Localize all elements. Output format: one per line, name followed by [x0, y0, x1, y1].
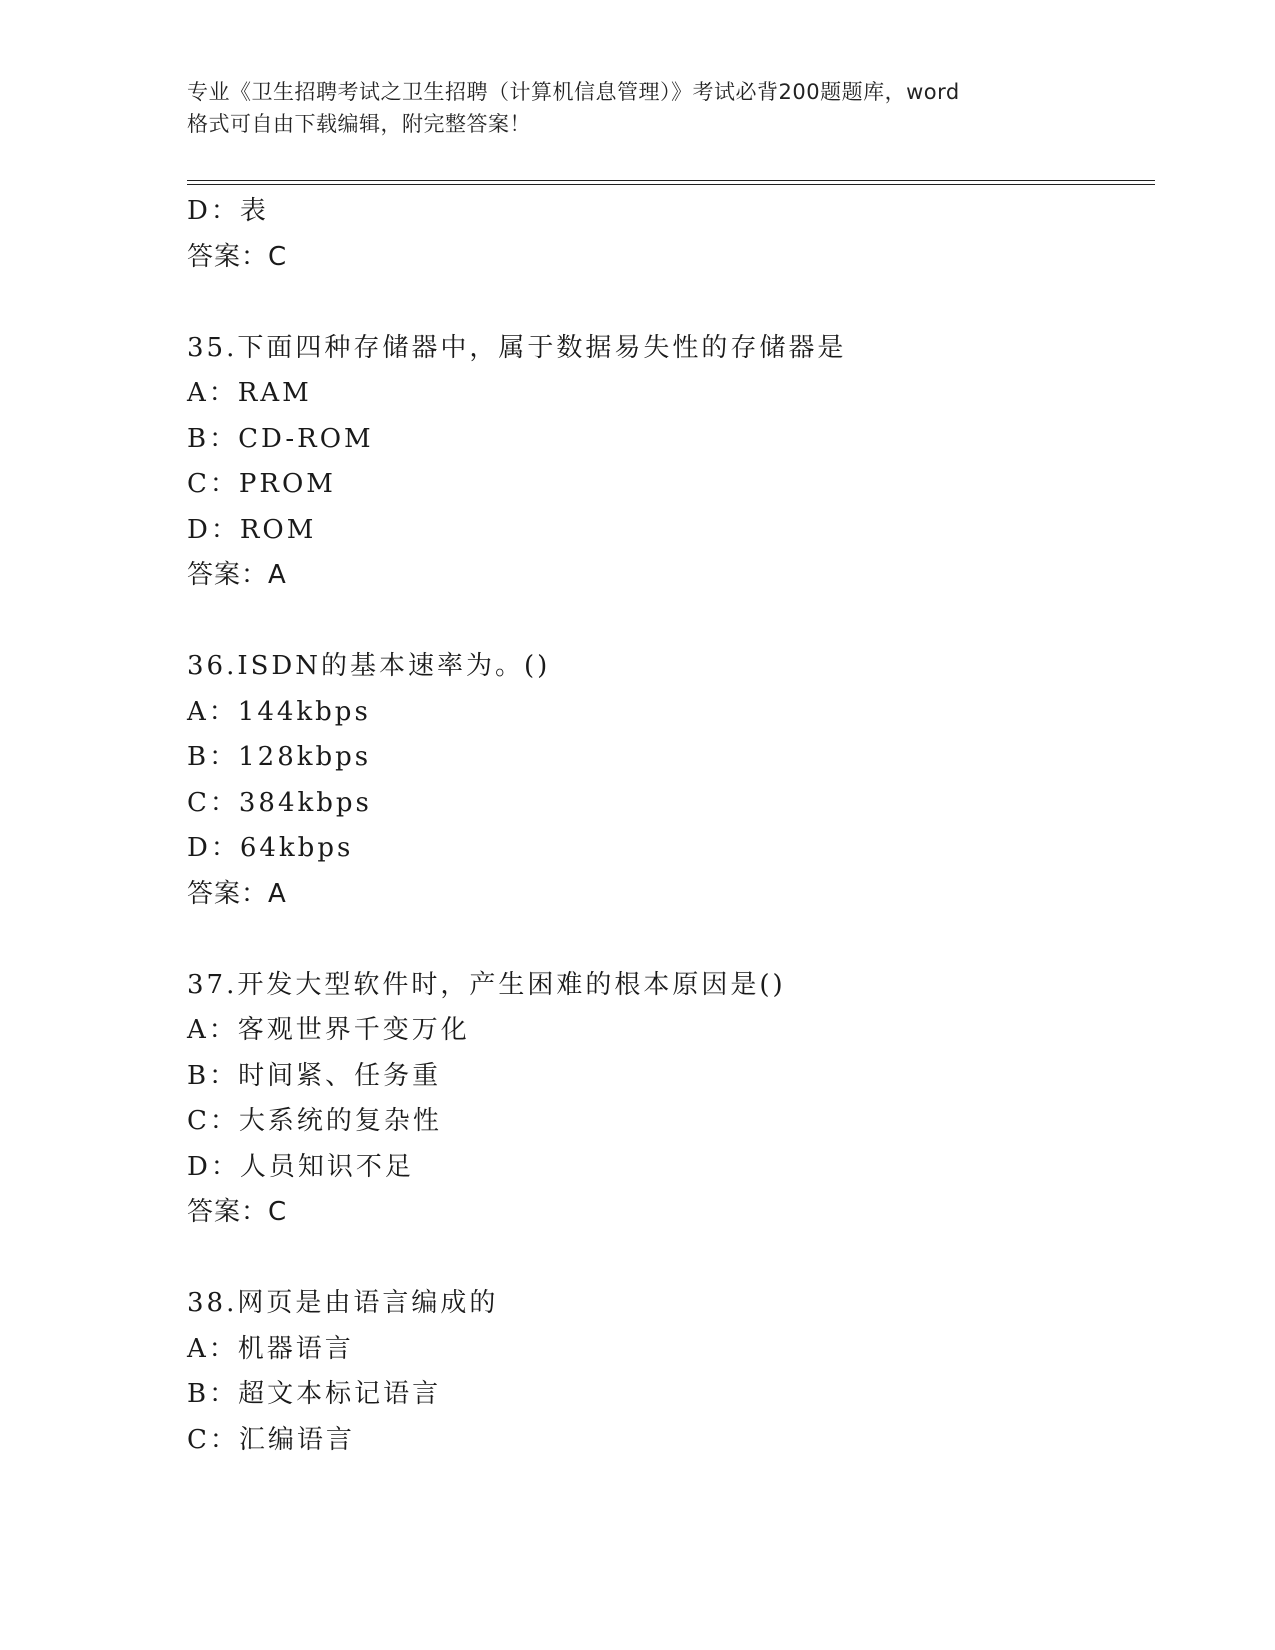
option-a: A：144kbps: [187, 696, 371, 727]
answer-line: 答案：A: [187, 560, 287, 590]
option-d: D：64kbps: [187, 833, 354, 863]
carryover-answer: 答案：C: [187, 241, 288, 272]
spacer: [187, 917, 1147, 963]
option-c: C：大系统的复杂性: [187, 1106, 442, 1136]
option-a: A：RAM: [187, 378, 312, 408]
question-stem: 35.下面四种存储器中，属于数据易失性的存储器是: [187, 332, 847, 363]
question-content: [187, 189, 1147, 1463]
question-stem: 38.网页是由语言编成的: [187, 1288, 499, 1318]
option-c: C：384kbps: [187, 787, 372, 818]
option-c: C：PROM: [187, 469, 336, 499]
spacer: [187, 599, 1147, 645]
question-38: [187, 1281, 1147, 1463]
option-b: B：CD-ROM: [187, 423, 374, 454]
header-title-line-2: 格式可自由下载编辑，附完整答案！: [187, 112, 531, 136]
question-37: [187, 963, 1147, 1236]
option-c: C：汇编语言: [187, 1424, 355, 1455]
header-divider-bottom: [187, 184, 1155, 185]
question-stem: 36.ISDN的基本速率为。(): [187, 651, 551, 681]
option-d: D：ROM: [187, 514, 317, 545]
question-stem: 37.开发大型软件时，产生困难的根本原因是(): [187, 969, 786, 1000]
option-a: A：机器语言: [187, 1333, 354, 1364]
spacer: [187, 280, 1147, 326]
header-title-line-1: 专业《卫生招聘考试之卫生招聘（计算机信息管理）》考试必背200题题库，word: [187, 80, 960, 104]
page-header: [187, 76, 1087, 140]
header-divider-top: [187, 180, 1155, 181]
question-36: [187, 644, 1147, 917]
option-b: B：时间紧、任务重: [187, 1060, 442, 1091]
spacer: [187, 1236, 1147, 1282]
option-b: B：超文本标记语言: [187, 1379, 442, 1409]
option-d: D：人员知识不足: [187, 1151, 414, 1182]
option-a: A：客观世界千变万化: [187, 1015, 470, 1045]
question-35: [187, 326, 1147, 599]
option-b: B：128kbps: [187, 742, 372, 772]
answer-line: 答案：C: [187, 1197, 288, 1227]
answer-line: 答案：A: [187, 878, 287, 909]
carryover-option-d: D：表: [187, 196, 269, 226]
